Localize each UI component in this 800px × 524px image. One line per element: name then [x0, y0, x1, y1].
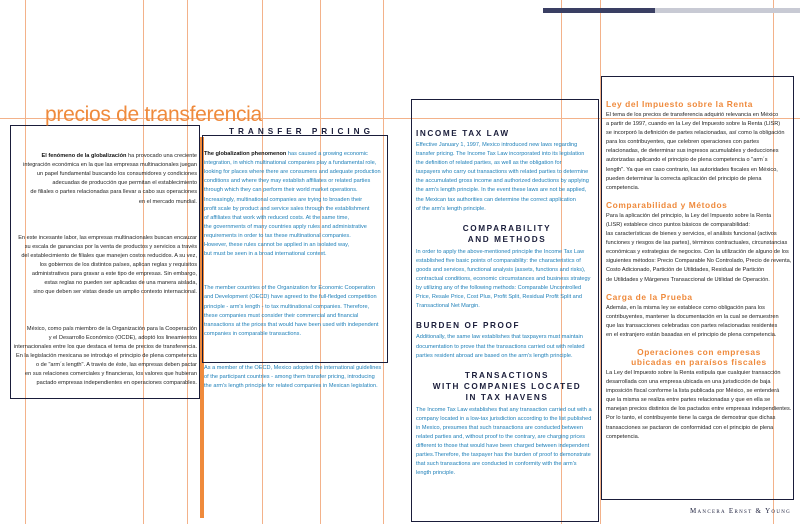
paragraph: Además, en la misma ley se establece como obligación para los contribuyentes, mantener la documentación en la cual se demuestren que las transacciones celebradas con partes relacionadas residentes en el extranjero están basadas en el principio de plena competencia.	[606, 304, 779, 338]
paragraph: In order to apply the above-mentioned principle the Income Tax Law established five basic points of comparability: the characteristics of goods and services, functional analysis (assets, functions and risks), contractual conditions, economic circumstances and business strategy by utilizing any of the following methods: Comparable Uncontrolled Price, Resale Price, Cost Plus, Profit Split, Residual Profit Split and Transactional Net Margin.	[416, 248, 591, 310]
section-heading: Ley del Impuesto sobre la Renta	[606, 99, 754, 109]
lead-phrase: The globalization phenomenon	[204, 151, 287, 158]
paragraph: Effective January 1, 1997, Mexico introduced new laws regarding transfer pricing. The Income Tax Law incorporated into its legislation the definition of related parties, as well as the obligation for taxpayers who carry out transactions with related parties to determine the accumulated gross income and authorized deductions by applying the arm's length principle. In the event these laws are not be applied, the Mexican tax authorities can determine the correct application of the arm's length principle.	[416, 142, 589, 212]
paragraph: has caused a growing economic integration, in which multinational companies play a fundamental role, looking for places where there are consumers and adequate production conditions and where they may establish affiliates or related parties through which they can perform their world market operations. Increasingly, multinational companies are trying to broaden their profit scale by product and service sales through the establishment of affiliates that work with reduced costs. At the same time, the governments of many countries apply rules and administrative requirements in order to tax these multinational companies. However, these rules cannot be applied in an isolated way, but must be seen in a broad international context.	[204, 151, 381, 258]
paragraph: ha provocado una creciente integración económica en la que las empresas multinacionales juegan un papel fundamental buscando los consumidores y condiciones adecuadas de producción que permitan el establecimiento de filiales o partes relacionadas para llevar a cabo sus operaciones en el mercado mundial.	[23, 153, 197, 205]
paragraph: As a member of the OECD, Mexico adopted the international guidelines of the participant countries - among them transfer pricing, introducing the arm's length principle for related companies in Mexican legislation.	[204, 364, 382, 390]
paragraph: México, como país miembro de la Organización para la Cooperación y el Desarrollo Económico (OCDE), adoptó los lineamientos internacionales entre los que destaca el tema de precios de transferencia. En la legislación mexicana se introdujo el principio de plena competencia o de "arm´s length". A través de éste, las empresas deben pactar en sus relaciones comerciales y financieras, los valores que hubieran pactado empresas independientes en operaciones comparables.	[13, 325, 197, 387]
paragraph: El tema de los precios de transferencia adquirió relevancia en México a partir de 1997, cuando en la Ley del Impuesto sobre la Renta (LISR) se incorporó la definición de partes relacionadas, así como la obligación para los contribuyentes, que celebren operaciones con partes relacionadas, de determinar sus ingresos acumulables y deducciones autorizadas aplicando el principio de plena competencia o "arm´s length". Ya que en caso contrario, las autoridades fiscales en México, pueden determinar la correcta aplicación del principio de plena competencia.	[606, 112, 785, 191]
top-bar-dark	[543, 8, 655, 13]
section-heading: Carga de la Prueba	[606, 291, 693, 302]
section-heading: TRANSACTIONS WITH COMPANIES LOCATED IN TAX HAVENS	[432, 370, 582, 402]
english-intro-column	[204, 141, 388, 407]
top-bar-light	[655, 8, 800, 13]
section-heading: INCOME TAX LAW	[416, 129, 510, 138]
paragraph: The Income Tax Law establishes that any transaction carried out with a company located in a low-tax jurisdiction according to the list published in Mexico, presumes that such transactions are conducted between related parties and, without proof to the contrary, are charging prices different to those that would have been charged between independent parties.Therefore, the taxpayer has the burden of proof to demonstrate that such transactions are conducted in conformity with the arm's length principle.	[416, 406, 592, 477]
section-heading: COMPARABILITY AND METHODS	[462, 223, 552, 244]
ley-column	[606, 99, 792, 442]
paragraph: En este incesante labor, las empresas multinacionales buscan encauzar su escala de ganancias por la venta de productos y servicios a través del establecimiento de filiales que manejen costos reducidos. A su vez, los gobiernos de los distintos países, aplican reglas y requisitos administrativos para gravar a este tipo de empresas. Sin embargo, estas reglas no pueden ser aplicadas de una manera aislada, sino que deben ser vistas desde un amplio contexto internacional.	[18, 234, 197, 296]
section-heading: BURDEN OF PROOF	[416, 321, 521, 331]
transfer-pricing-heading: TRANSFER PRICING	[229, 127, 374, 136]
paragraph: La Ley del Impuesto sobre la Renta estipula que cualquier transacción desarrollada con una empresa ubicada en una jurisdicción de baja imposición fiscal conforme la lista publicada por México, se entenderá que la misma se realiza entre partes relacionadas y que en ella se manejan precios distintos de los pactados entre empresas independientes. Por lo tanto, el contribuyente tiene la carga de demostrar que dichas transacciones se pactaron de conformidad con el principio de plena competencia.	[606, 369, 792, 440]
spanish-intro-column	[12, 143, 197, 404]
tax-law-column	[416, 128, 598, 478]
section-heading: Comparabilidad y Métodos	[606, 199, 728, 210]
section-heading: Operaciones con empresas ubicadas en paraísos fiscales	[631, 346, 767, 367]
paragraph: Additionally, the same law establishes that taxpayers must maintain documentation to prove that the transactions carried out with related parties resident abroad are based on the arm's length principle.	[416, 334, 585, 359]
lead-phrase: El fenómeno de la globalización	[41, 153, 127, 160]
paragraph: The member countries of the Organization for Economic Cooperation and Development (OECD) have agreed to the full-fledged competition principle - arm's length - to tax multinational companies. Therefore, these companies must consider their commercial and financial transactions at the prices that would have been used with independent companies in comparable transactions.	[204, 285, 379, 337]
paragraph: Para la aplicación del principio, la Ley del Impuesto sobre la Renta (LISR) establece cinco puntos básicos de comparabilidad: las características de bienes y servicios, el análisis funcional (activos funciones y riesgos de las partes), términos contractuales, circunstancias económicas y estrategias de negocios. Con la utilización de alguno de los siguientes métodos: Precio Comparable No Controlado, Precio de reventa, Costo Adicionado, Partición de Utilidades, Residual de Partición de Utilidades y Márgenes Transaccional de Utilidad de Operación.	[606, 212, 792, 283]
footer-brand: Mancera Ernst & Young	[690, 507, 792, 515]
page-title: precios de transferencia	[45, 103, 262, 126]
